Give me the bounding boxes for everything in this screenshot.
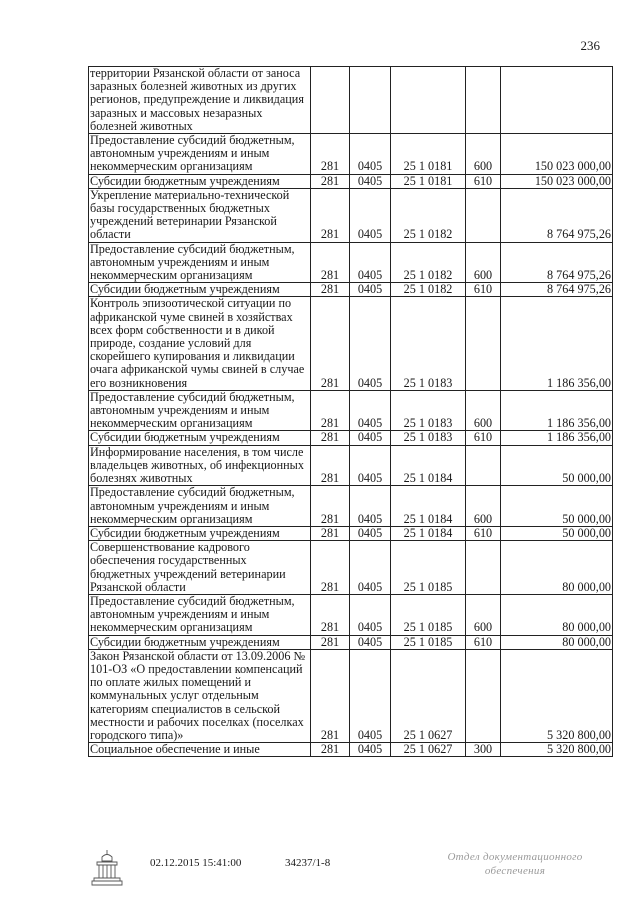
table-row <box>89 431 613 445</box>
row-amount: 50 000,00 <box>501 526 613 540</box>
row-code: 281 <box>311 526 350 540</box>
table-row <box>89 134 613 175</box>
table-row <box>89 390 613 431</box>
budget-table-body <box>89 67 613 757</box>
row-name: Предоставление субсидий бюджетным, автономным учреждениям и иным некоммерческим организациям <box>89 486 311 527</box>
row-section: 0405 <box>350 390 391 431</box>
row-section: 0405 <box>350 431 391 445</box>
table-row <box>89 445 613 486</box>
row-amount: 150 023 000,00 <box>501 174 613 188</box>
row-classifier: 25 1 0181 <box>391 174 466 188</box>
row-section: 0405 <box>350 283 391 297</box>
row-classifier <box>391 67 466 134</box>
row-code: 281 <box>311 594 350 635</box>
footer-datetime: 02.12.2015 15:41:00 <box>150 857 242 869</box>
row-code: 281 <box>311 188 350 242</box>
table-row <box>89 486 613 527</box>
row-amount: 8 764 975,26 <box>501 283 613 297</box>
table-row <box>89 242 613 283</box>
row-classifier: 25 1 0181 <box>391 134 466 175</box>
budget-table <box>88 66 613 757</box>
row-expense-type: 610 <box>466 431 501 445</box>
row-name: Информирование населения, в том числе владельцев животных, об инфекционных болезнях животных <box>89 445 311 486</box>
row-name: Предоставление субсидий бюджетным, автономным учреждениям и иным некоммерческим организациям <box>89 390 311 431</box>
table-row <box>89 635 613 649</box>
row-code: 281 <box>311 743 350 757</box>
row-classifier: 25 1 0182 <box>391 283 466 297</box>
row-expense-type <box>466 541 501 595</box>
row-name: Совершенствование кадрового обеспечения государственных бюджетных учреждений ветеринарии Рязанской области <box>89 541 311 595</box>
row-classifier: 25 1 0183 <box>391 390 466 431</box>
row-section: 0405 <box>350 486 391 527</box>
row-name: Предоставление субсидий бюджетным, автономным учреждениям и иным некоммерческим организациям <box>89 134 311 175</box>
row-name: Субсидии бюджетным учреждениям <box>89 526 311 540</box>
row-code: 281 <box>311 445 350 486</box>
footer-doc-number: 34237/1-8 <box>285 857 331 869</box>
row-amount: 50 000,00 <box>501 486 613 527</box>
row-amount: 8 764 975,26 <box>501 242 613 283</box>
row-classifier: 25 1 0184 <box>391 445 466 486</box>
row-classifier: 25 1 0185 <box>391 635 466 649</box>
row-classifier: 25 1 0182 <box>391 188 466 242</box>
row-name: Субсидии бюджетным учреждениям <box>89 174 311 188</box>
row-amount: 80 000,00 <box>501 541 613 595</box>
row-section: 0405 <box>350 445 391 486</box>
row-classifier: 25 1 0183 <box>391 297 466 390</box>
table-row <box>89 67 613 134</box>
row-expense-type <box>466 188 501 242</box>
footer-department-watermark: Отдел документационного обеспечения <box>447 851 583 877</box>
row-amount: 50 000,00 <box>501 445 613 486</box>
row-section: 0405 <box>350 594 391 635</box>
row-code: 281 <box>311 635 350 649</box>
row-expense-type: 610 <box>466 283 501 297</box>
row-classifier: 25 1 0627 <box>391 743 466 757</box>
row-classifier: 25 1 0185 <box>391 594 466 635</box>
row-section: 0405 <box>350 242 391 283</box>
row-classifier: 25 1 0183 <box>391 431 466 445</box>
row-classifier: 25 1 0184 <box>391 526 466 540</box>
row-name: Предоставление субсидий бюджетным, автономным учреждениям и иным некоммерческим организациям <box>89 242 311 283</box>
row-section: 0405 <box>350 188 391 242</box>
row-expense-type <box>466 67 501 134</box>
row-expense-type <box>466 649 501 742</box>
row-amount: 1 186 356,00 <box>501 390 613 431</box>
table-row <box>89 743 613 757</box>
row-expense-type: 600 <box>466 594 501 635</box>
row-amount: 5 320 800,00 <box>501 649 613 742</box>
building-stamp-icon <box>90 848 124 888</box>
row-expense-type: 300 <box>466 743 501 757</box>
row-section: 0405 <box>350 743 391 757</box>
table-row <box>89 188 613 242</box>
row-code <box>311 67 350 134</box>
row-name: Предоставление субсидий бюджетным, автономным учреждениям и иным некоммерческим организациям <box>89 594 311 635</box>
row-name: территории Рязанской области от заноса заразных болезней животных из других регионов, предупреждение и ликвидация заразных и массовых незаразных болезней животных <box>89 67 311 134</box>
row-section: 0405 <box>350 297 391 390</box>
row-expense-type <box>466 445 501 486</box>
table-row <box>89 541 613 595</box>
row-expense-type: 600 <box>466 390 501 431</box>
row-amount: 8 764 975,26 <box>501 188 613 242</box>
row-name: Закон Рязанской области от 13.09.2006 № 101-ОЗ «О предоставлении компенсаций по оплате жилых помещений и коммунальных услуг отдельным категориям специалистов в сельской местности и рабочих поселках (поселках городского типа)» <box>89 649 311 742</box>
row-code: 281 <box>311 649 350 742</box>
row-amount <box>501 67 613 134</box>
row-expense-type: 600 <box>466 242 501 283</box>
row-classifier: 25 1 0184 <box>391 486 466 527</box>
row-name: Социальное обеспечение и иные <box>89 743 311 757</box>
row-amount: 80 000,00 <box>501 594 613 635</box>
row-classifier: 25 1 0627 <box>391 649 466 742</box>
row-expense-type: 610 <box>466 526 501 540</box>
row-section: 0405 <box>350 134 391 175</box>
table-row <box>89 283 613 297</box>
row-code: 281 <box>311 431 350 445</box>
table-row <box>89 174 613 188</box>
row-amount: 1 186 356,00 <box>501 431 613 445</box>
row-expense-type: 600 <box>466 134 501 175</box>
row-expense-type <box>466 297 501 390</box>
row-code: 281 <box>311 242 350 283</box>
row-name: Субсидии бюджетным учреждениям <box>89 283 311 297</box>
table-row <box>89 297 613 390</box>
table-row <box>89 649 613 742</box>
row-expense-type: 600 <box>466 486 501 527</box>
row-name: Контроль эпизоотической ситуации по африканской чуме свиней в хозяйствах всех форм собственности и в дикой природе, создание условий для скорейшего купирования и ликвидации очага африканской чумы свиней в случае его возникновения <box>89 297 311 390</box>
row-expense-type: 610 <box>466 635 501 649</box>
row-section: 0405 <box>350 649 391 742</box>
row-section <box>350 67 391 134</box>
table-row <box>89 594 613 635</box>
row-amount: 80 000,00 <box>501 635 613 649</box>
row-classifier: 25 1 0182 <box>391 242 466 283</box>
row-section: 0405 <box>350 174 391 188</box>
row-section: 0405 <box>350 526 391 540</box>
row-expense-type: 610 <box>466 174 501 188</box>
row-code: 281 <box>311 174 350 188</box>
row-name: Субсидии бюджетным учреждениям <box>89 635 311 649</box>
row-name: Субсидии бюджетным учреждениям <box>89 431 311 445</box>
row-section: 0405 <box>350 635 391 649</box>
row-code: 281 <box>311 297 350 390</box>
row-code: 281 <box>311 283 350 297</box>
row-amount: 1 186 356,00 <box>501 297 613 390</box>
table-row <box>89 526 613 540</box>
page-number: 236 <box>580 38 600 53</box>
row-code: 281 <box>311 390 350 431</box>
row-amount: 5 320 800,00 <box>501 743 613 757</box>
row-amount: 150 023 000,00 <box>501 134 613 175</box>
row-code: 281 <box>311 486 350 527</box>
row-code: 281 <box>311 134 350 175</box>
row-name: Укрепление материально-технической базы государственных бюджетных учреждений ветеринарии Рязанской области <box>89 188 311 242</box>
row-classifier: 25 1 0185 <box>391 541 466 595</box>
row-code: 281 <box>311 541 350 595</box>
row-section: 0405 <box>350 541 391 595</box>
